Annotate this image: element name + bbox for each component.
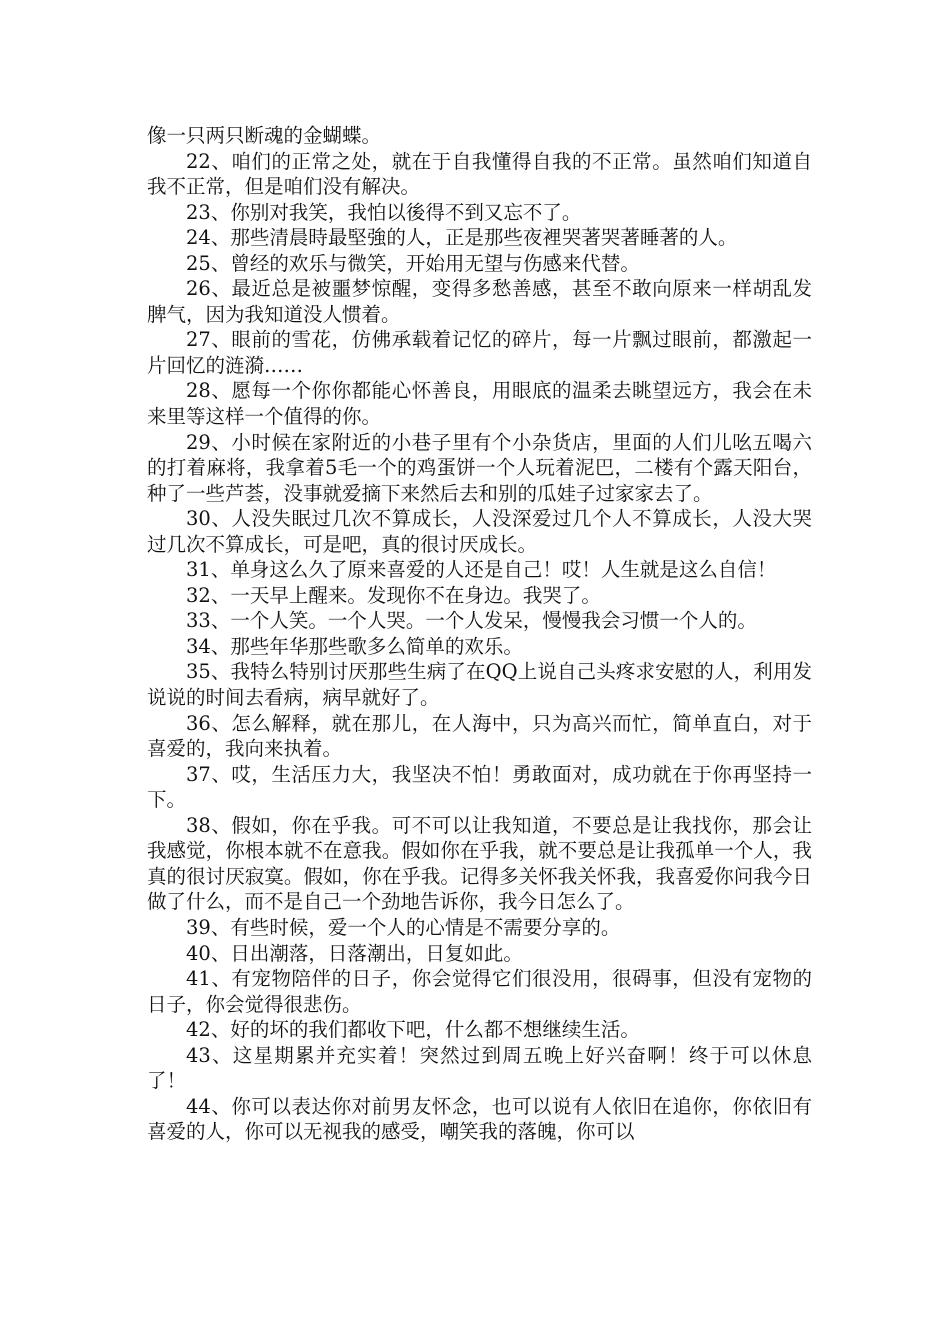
paragraph-35: 35、我特么特别讨厌那些生病了在QQ上说自己头疼求安慰的人，利用发说说的时间去看病，病早就好了。 xyxy=(147,660,812,710)
paragraph-37: 37、哎，生活压力大，我坚决不怕！勇敢面对，成功就在于你再坚持一下。 xyxy=(147,762,812,812)
paragraph-31: 31、单身这么久了原来喜爱的人还是自己！哎！人生就是这么自信！ xyxy=(186,558,777,582)
paragraph-38: 38、假如，你在乎我。可不可以让我知道，不要总是让我找你，那会让我感觉，你根本就不在意我。假如你在乎我，就不要总是让我孤单一个人，我真的很讨厌寂寞。假如，你在乎我。记得多关怀我关怀我，我喜爱你问我今日做了什么，而不是自己一个劲地告诉你，我今日怎么了。 xyxy=(147,813,812,914)
paragraph-25: 25、曾经的欢乐与微笑，开始用无望与伤感来代替。 xyxy=(186,251,640,275)
paragraph-30: 30、人没失眠过几次不算成长，人没深爱过几个人不算成长，人没大哭过几次不算成长，可是吧，真的很讨厌成长。 xyxy=(147,507,812,556)
paragraph-22: 22、咱们的正常之处，就在于自我懂得自我的不正常。虽然咱们知道自我不正常，但是咱们没有解决。 xyxy=(147,149,812,199)
paragraph-42: 42、好的坏的我们都收下吧，什么都不想继续生活。 xyxy=(186,1018,640,1042)
paragraph-26: 26、最近总是被噩梦惊醒，变得多愁善感，甚至不敢向原来一样胡乱发脾气，因为我知道没人惯着。 xyxy=(147,277,812,326)
document-page xyxy=(147,123,812,1145)
paragraph-27: 27、眼前的雪花，仿佛承载着记忆的碎片，每一片飘过眼前，都激起一片回忆的涟漪…… xyxy=(147,328,812,377)
paragraph-40: 40、日出潮落，日落潮出，日复如此。 xyxy=(186,941,523,965)
paragraph-28: 28、愿每一个你你都能心怀善良，用眼底的温柔去眺望远方，我会在未来里等这样一个值得的你。 xyxy=(147,379,812,429)
paragraph-44: 44、你可以表达你对前男友怀念，也可以说有人依旧在追你，你依旧有喜爱的人，你可以无视我的感受，嘲笑我的落魄，你可以 xyxy=(147,1094,812,1144)
paragraph-29: 29、小时候在家附近的小巷子里有个小杂货店，里面的人们儿吆五喝六的打着麻将，我拿着5毛一个的鸡蛋饼一个人玩着泥巴，二楼有个露天阳台，种了一些芦荟，没事就爱摘下来然后去和别的瓜娃子过家家去了。 xyxy=(147,430,812,505)
paragraph-36: 36、怎么解释，就在那儿，在人海中，只为高兴而忙，简单直白，对于喜爱的，我向来执着。 xyxy=(147,711,812,761)
paragraph-24: 24、那些清晨時最堅強的人，正是那些夜裡哭著哭著睡著的人。 xyxy=(186,226,738,250)
paragraph-continuation: 像一只两只断魂的金蝴蝶。 xyxy=(147,124,382,147)
paragraph-43: 43、这星期累并充实着！突然过到周五晚上好兴奋啊！终于可以休息了！ xyxy=(147,1043,812,1093)
paragraph-32: 32、一天早上醒来。发现你不在身边。我哭了。 xyxy=(186,583,601,607)
paragraph-23: 23、你别对我笑，我怕以後得不到又忘不了。 xyxy=(186,200,582,224)
paragraph-41: 41、有宠物陪伴的日子，你会觉得它们很没用，很碍事，但没有宠物的日子，你会觉得很悲伤。 xyxy=(147,967,812,1016)
paragraph-34: 34、那些年华那些歌多么简单的欢乐。 xyxy=(186,634,523,658)
paragraph-39: 39、有些时候，爱一个人的心情是不需要分享的。 xyxy=(186,915,621,939)
paragraph-33: 33、一个人笑。一个人哭。一个人发呆，慢慢我会习惯一个人的。 xyxy=(186,609,757,633)
